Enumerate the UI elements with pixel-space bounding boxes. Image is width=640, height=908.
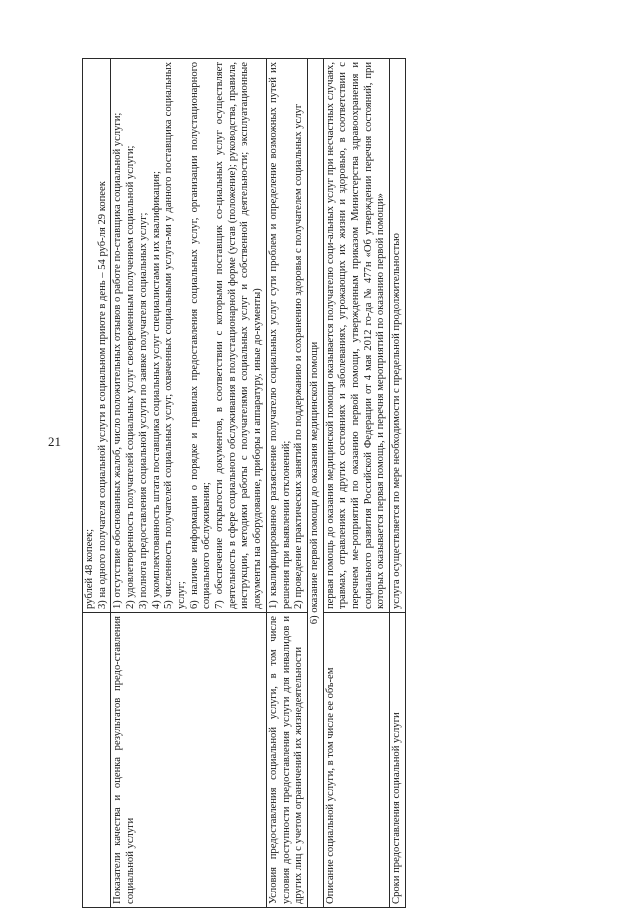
content-line: 7) обеспечение открытости документов, в соответствии с которыми поставщик со-циальных услуг осуществляет деятельность в сфере социального обслуживания в полустационарной форме (устав (положение); руководства, правила, инструкции, методики работы с получателями социальных услуг и собственной деятельности; эксплуатационные документы на оборудование, приборы и аппаратуру, иные до-кументы) (214, 62, 264, 609)
content-line: 1) квалифицированное разъяснение получателю социальных услуг сути проблем и определение возможных путей их решения при выявлении отклонений; (267, 62, 292, 609)
content-line: 6) наличие информации о порядке и правилах предоставления социальных услуг, организации полустационарного социального обслуживания; (188, 62, 213, 609)
content-line: первая помощь до оказания медицинской помощи оказывается получателю соци-альных услуг при несчастных случаях, травмах, отравлениях и других состояниях и заболеваниях, угрожающих их жизни и здоровью, в соответствии с перечнем ме-роприятий по оказанию первой помощи, утвержденным приказом Министерства здравоохранения и социального развития Российской Федерации от 4 мая 2012 го-да № 477н «Об утверждении перечня состояний, при которых оказывается первая помощь, и перечня мероприятий по оказанию первой помощи» (324, 62, 387, 609)
row-content (323, 59, 390, 613)
section-heading: 6) оказание первой помощи до оказания медицинской помощи (307, 59, 323, 908)
row-label: Описание социальной услуги, в том числе ее объ-ем (323, 613, 390, 908)
service-table (82, 58, 406, 908)
row-content (390, 59, 406, 613)
row-content (83, 59, 111, 613)
table-row (266, 59, 307, 908)
table-row (83, 59, 111, 908)
row-label: Показатели качества и оценка результатов предо-ставления социальной услуги (111, 613, 266, 908)
content-line: 4) укомплектованность штата поставщика социальных услуг специалистами и их квалификация; (150, 171, 162, 609)
section-row (307, 59, 323, 908)
content-line: 2) удовлетворенность получателей социальных услуг своевременным получением социальной услуги; (125, 145, 137, 609)
content-line: 2) проведение практических занятий по поддержанию и сохранению здоровья с получателем социальных услуг (293, 103, 305, 609)
content-line: услуга осуществляется по мере необходимости с предельной продолжительностью (391, 233, 403, 609)
table-row (111, 59, 266, 908)
row-content (266, 59, 307, 613)
table-row (390, 59, 406, 908)
table-row (323, 59, 390, 908)
rotated-table (82, 58, 570, 908)
content-line: 5) численность получателей социальных услуг, охваченных социальными услуга-ми у данного поставщика социальных услуг; (163, 62, 187, 609)
content-line: 3) на одного получателя социальной услуги в социальном приюте в день – 54 руб-ля 29 копеек (96, 181, 108, 609)
row-label (83, 613, 111, 908)
content-line: рублей 48 копеек; (84, 528, 95, 609)
row-label: Сроки предоставления социальной услуги (390, 613, 406, 908)
row-label: Условия предоставления социальной услуги, в том числе условия доступности предоставления услуги для инвалидов и других лиц с учетом ограничений их жизнедеятельности (266, 613, 307, 908)
page-number: 21 (48, 434, 61, 449)
content-line: 1) отсутствие обоснованных жалоб, число положительных отзывов о работе по-ставщика социальной услуги; (112, 112, 124, 609)
table-frame (82, 58, 570, 908)
row-content (111, 59, 266, 613)
content-line: 3) полнота предоставления социальной услуги по заявке получателя социальных услуг; (137, 212, 149, 609)
